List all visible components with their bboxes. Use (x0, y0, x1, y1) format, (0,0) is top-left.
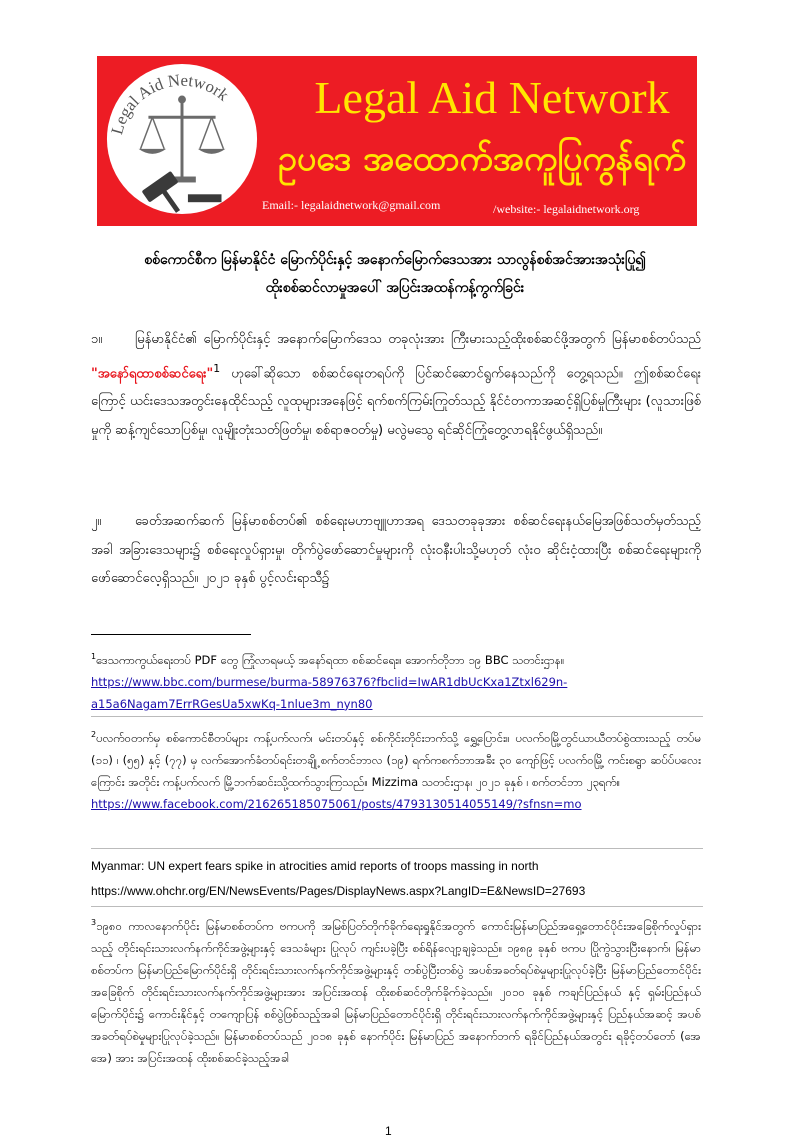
footnote-divider (91, 848, 703, 849)
banner-title-myanmar: ဥပဒေ အထောက်အကူပြုကွန်ရက် (278, 139, 686, 179)
footnote-2 (91, 724, 701, 815)
footnote-1-mark: 1 (91, 652, 97, 661)
paragraph-1-text-a: မြန်မာနိုင်ငံ၏ မြောက်ပိုင်းနှင့် အနောက်မြောက်ဒေသ တခုလုံးအား ကြီးမားသည့်ထိုးစစ်ဆင်ဖို့အတွက် မြန်မာစစ်တပ်သည် (135, 332, 701, 347)
document-title-line1: စစ်ကောင်စီက မြန်မာနိုင်ငံ မြောက်ပိုင်းနှင့် အနောက်မြောက်ဒေသအား သာလွန်စစ်အင်အားအသုံးပြု၍ (144, 252, 646, 268)
source-reference-url[interactable]: https://www.ohchr.org/EN/NewsEvents/Pages/DisplayNews.aspx?LangID=E&NewsID=27693 (91, 884, 586, 898)
document-title (100, 246, 690, 302)
operation-name-highlight: "အနော်ရထာစစ်ဆင်ရေး" (91, 365, 214, 381)
banner-website[interactable]: /website:- legalaidnetwork.org (493, 202, 640, 216)
paragraph-2-number: ၂။ (91, 514, 102, 529)
footnote-1-text: ဒေသကာကွယ်ရေးတပ် PDF တွေ ကြုံလာရမယ့် အနော်ရထာ စစ်ဆင်ရေး။ အောက်တိုဘာ ၁၉ BBC သတင်းဌာန။ (96, 652, 565, 667)
footnote-separator (91, 634, 251, 635)
paragraph-1-text-b: ဟုခေါ်ဆိုသော စစ်ဆင်ရေးတရပ်ကို ပြင်ဆင်ဆောင်ရွက်နေသည်ကို တွေ့ရသည်။ ဤစစ်ဆင်ရေးကြောင့် ယင်းဒေသအတွင်းနေထိုင်သည့် လူထုများအနေဖြင့် ရက်စက်ကြမ်းကြုတ်သည့် နိုင်ငံတကာအဆင့်ရှိပြစ်မှုကြီးများ (လူသားဖြစ်မှုကို ဆန့်ကျင်သောပြစ်မှု၊ လူမျိုးတုံးသတ်ဖြတ်မှု၊ စစ်ရာဇဝတ်မှု) မလွဲမသွေ ရင်ဆိုင်ကြုံတွေ့လာရနိုင်ဖွယ်ရှိသည်။ (91, 365, 701, 438)
header-banner (97, 56, 697, 226)
paragraph-1-number: ၁။ (91, 332, 103, 347)
svg-text:Legal Aid Network: Legal Aid Network (107, 70, 233, 137)
legal-aid-logo (103, 60, 261, 218)
banner-title-english: Legal Aid Network (314, 72, 670, 123)
paragraph-2 (91, 508, 701, 594)
footnote-2-mark: 2 (91, 730, 97, 739)
footnote-3-text: ၁၉၈၀ ကာလနောက်ပိုင်း မြန်မာစစ်တပ်က ဗကပကို အမြစ်ပြတ်တိုက်ခိုက်ရေးရှုနိုင်အတွက် ကောင်းမြန်မာပြည်အရှေ့တောင်ပိုင်းအခြေစိုက်လှုပ်ရှားသည့် တိုင်းရင်းသားလက်နက်ကိုင်အဖွဲ့များနှင့် ဒေသခံများ ပြုလုပ် ကျင်းပခဲ့ပြီး စစ်ရိန်လျော့ချခဲ့သည်။ ၁၉၈၉ ခုနှစ် ဗကပ ပြိုကွဲသွားပြီးနောက်၊ မြန်မာစစ်တပ်က မြန်မာပြည်မြောက်ပိုင်းရှိ တိုင်းရင်းသားလက်နက်ကိုင်အဖွဲ့များနှင့် တစ်ပွဲပြီးတစ်ပွဲ အပစ်အခတ်ရပ်စဲမှုများပြုလုပ်ခဲ့ပြီး မြန်မာပြည်တောင်ပိုင်း အခြေစိုက် တိုင်းရင်းသားလက်နက်ကိုင်အဖွဲ့များအား အပြင်းအထန် ထိုးစစ်ဆင်တိုက်ခိုက်ခဲ့သည်။ ၂၀၁၀ ခုနှစ် ကချင်ပြည်နယ် နှင့် ရှမ်းပြည်နယ်မြောက်ပိုင်း၌ ကောင်းနိုင်နှင့် တကျောပြန် စစ်ပွဲဖြစ်သည့်အခါ မြန်မာပြည်တောင်ပိုင်းရှိ တိုင်းရင်းသားလက်နက်ကိုင်အဖွဲ့များနှင့် ပြည်နယ်အဆင့် အပစ်အခတ်ရပ်စဲမှုများပြုလုပ်ခဲ့သည်။ မြန်မာစစ်တပ်သည် ၂၀၁၈ ခုနှစ် နောက်ပိုင်း မြန်မာပြည် အနောက်ဘက် ရခိုင်ပြည်နယ်အတွင်း ရခိုင့်တပ်တော် (အေအေ) အား အပြင်းအထန် ထိုးစစ်ဆင်ခဲ့သည့်အခါ (91, 918, 701, 1065)
footnote-3-mark: 3 (91, 918, 97, 927)
footnote-divider (91, 906, 703, 907)
footnote-2-link[interactable]: https://www.facebook.com/216265185075061/posts/4793130514055149/?sfnsn=mo (91, 796, 582, 811)
page-number: 1 (385, 1124, 392, 1138)
footnote-3 (91, 912, 701, 1069)
footnote-1 (91, 646, 701, 715)
footnote-1-link-part2[interactable]: a15a6Nagam7ErrRGesUa5xwKq-1nlue3m_nyn80 (91, 696, 373, 711)
banner-email[interactable]: Email:- legalaidnetwork@gmail.com (262, 198, 441, 212)
paragraph-1 (91, 326, 701, 445)
footnote-ref-1[interactable]: 1 (213, 361, 221, 375)
footnote-2-text: ပလက်ဝတက်မှ စစ်ကောင်စီတပ်များ ကန့်ပက်လက်၊ မင်းတပ်နှင့် စစ်ကိုင်းတိုင်းဘက်သို့ ရွှေ့ပြောင်း။ ပလက်ဝမြို့တွင်ယာယီတပ်စွဲထားသည့် တပ်မ (၁၁) ၊ (၅၅) နှင့် (၇၇) မှ လက်အောက်ခံတပ်ရင်းတချို့ စက်တင်ဘာလ (၁၉) ရက်ကစက်ဘာအခီး ၃၀ ကျော်ဖြင့် ပလက်ဝမြို့ ကင်းစရွာ ဆပ်ပ်ပလေးကြောင်း အတိုင်း ကန့်ပက်လက် မြို့ဘက်ဆင်းသို့ထက်သွားကြသည်။ Mizzima သတင်းဌာန၊ ၂၀၂၁ ခုနှစ် ၊ စက်တင်ဘာ ၂၃ရက်။ (91, 730, 701, 789)
document-title-line2: ထိုးစစ်ဆင်လာမှုအပေါ် အပြင်းအထန်ကန့်ကွက်ခြင်း (265, 280, 525, 296)
source-reference (91, 854, 701, 904)
footnote-1-link-part1[interactable]: https://www.bbc.com/burmese/burma-58976376?fbclid=IwAR1dbUcKxa1Ztxl629n- (91, 674, 568, 689)
footnote-divider (91, 716, 703, 717)
paragraph-2-text: ခေတ်အဆက်ဆက် မြန်မာစစ်တပ်၏ စစ်ရေးမဟာဗျူဟာအရ ဒေသတခုခုအား စစ်ဆင်ရေးနယ်မြေအဖြစ်သတ်မှတ်သည့်အခါ အခြားဒေသများ၌ စစ်ရေးလှုပ်ရှားမှု၊ တိုက်ပွဲဖော်ဆောင်မှုများကို လုံးဝနီးပါးသို့မဟုတ် လုံးဝ ဆိုင်းငံ့ထားပြီး စစ်ဆင်ရေးများကို ဖော်ဆောင်လေ့ရှိသည်။ ၂၀၂၁ ခုနှစ် ပွင့်လင်းရာသီ၌ (91, 514, 701, 586)
source-reference-title: Myanmar: UN expert fears spike in atrocities amid reports of troops massing in north (91, 859, 539, 873)
